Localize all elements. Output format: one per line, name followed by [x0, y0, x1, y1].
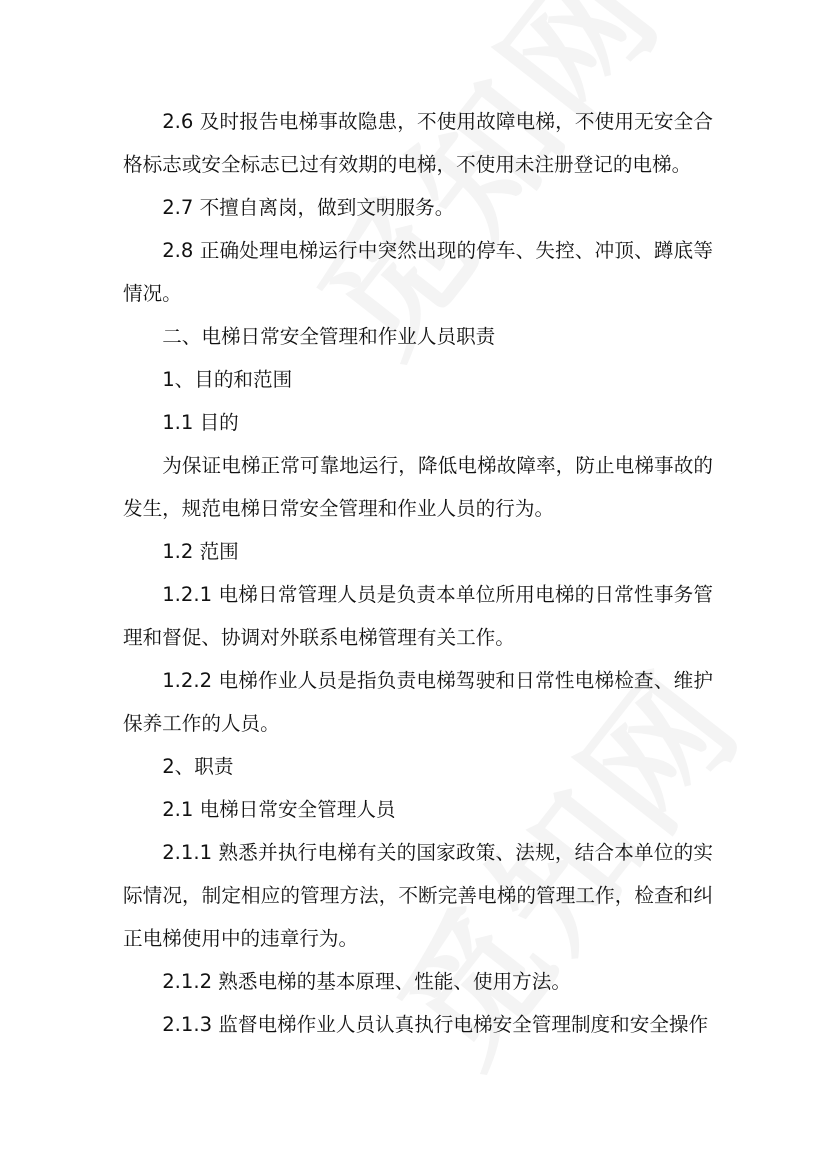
paragraph: 2.7 不擅自离岗，做到文明服务。 — [162, 196, 455, 219]
paragraph: 2.6 及时报告电梯事故隐患，不使用故障电梯，不使用无安全合格标志或安全标志已过有效期的电梯，不使用未注册登记的电梯。 — [123, 110, 713, 176]
subsection-heading: 2.1 电梯日常安全管理人员 — [162, 798, 396, 821]
paragraph: 2.1.1 熟悉并执行电梯有关的国家政策、法规，结合本单位的实际情况，制定相应的管理方法，不断完善电梯的管理工作，检查和纠正电梯使用中的违章行为。 — [123, 841, 713, 950]
document-body — [123, 100, 713, 1046]
paragraph: 1.2.2 电梯作业人员是指负责电梯驾驶和日常性电梯检查、维护保养工作的人员。 — [123, 669, 713, 735]
paragraph: 2.1.3 监督电梯作业人员认真执行电梯安全管理制度和安全操作 — [162, 1013, 709, 1036]
subsection-heading: 1、目的和范围 — [162, 368, 293, 391]
paragraph: 为保证电梯正常可靠地运行，降低电梯故障率，防止电梯事故的发生，规范电梯日常安全管理和作业人员的行为。 — [123, 454, 713, 520]
subsection-heading: 1.1 目的 — [162, 411, 239, 434]
section-heading: 二、电梯日常安全管理和作业人员职责 — [162, 325, 496, 348]
paragraph: 2.8 正确处理电梯运行中突然出现的停车、失控、冲顶、蹲底等情况。 — [123, 239, 713, 305]
subsection-heading: 1.2 范围 — [162, 540, 239, 563]
paragraph: 1.2.1 电梯日常管理人员是负责本单位所用电梯的日常性事务管理和督促、协调对外联系电梯管理有关工作。 — [123, 583, 713, 649]
paragraph: 2.1.2 熟悉电梯的基本原理、性能、使用方法。 — [162, 970, 571, 993]
subsection-heading: 2、职责 — [162, 755, 234, 778]
